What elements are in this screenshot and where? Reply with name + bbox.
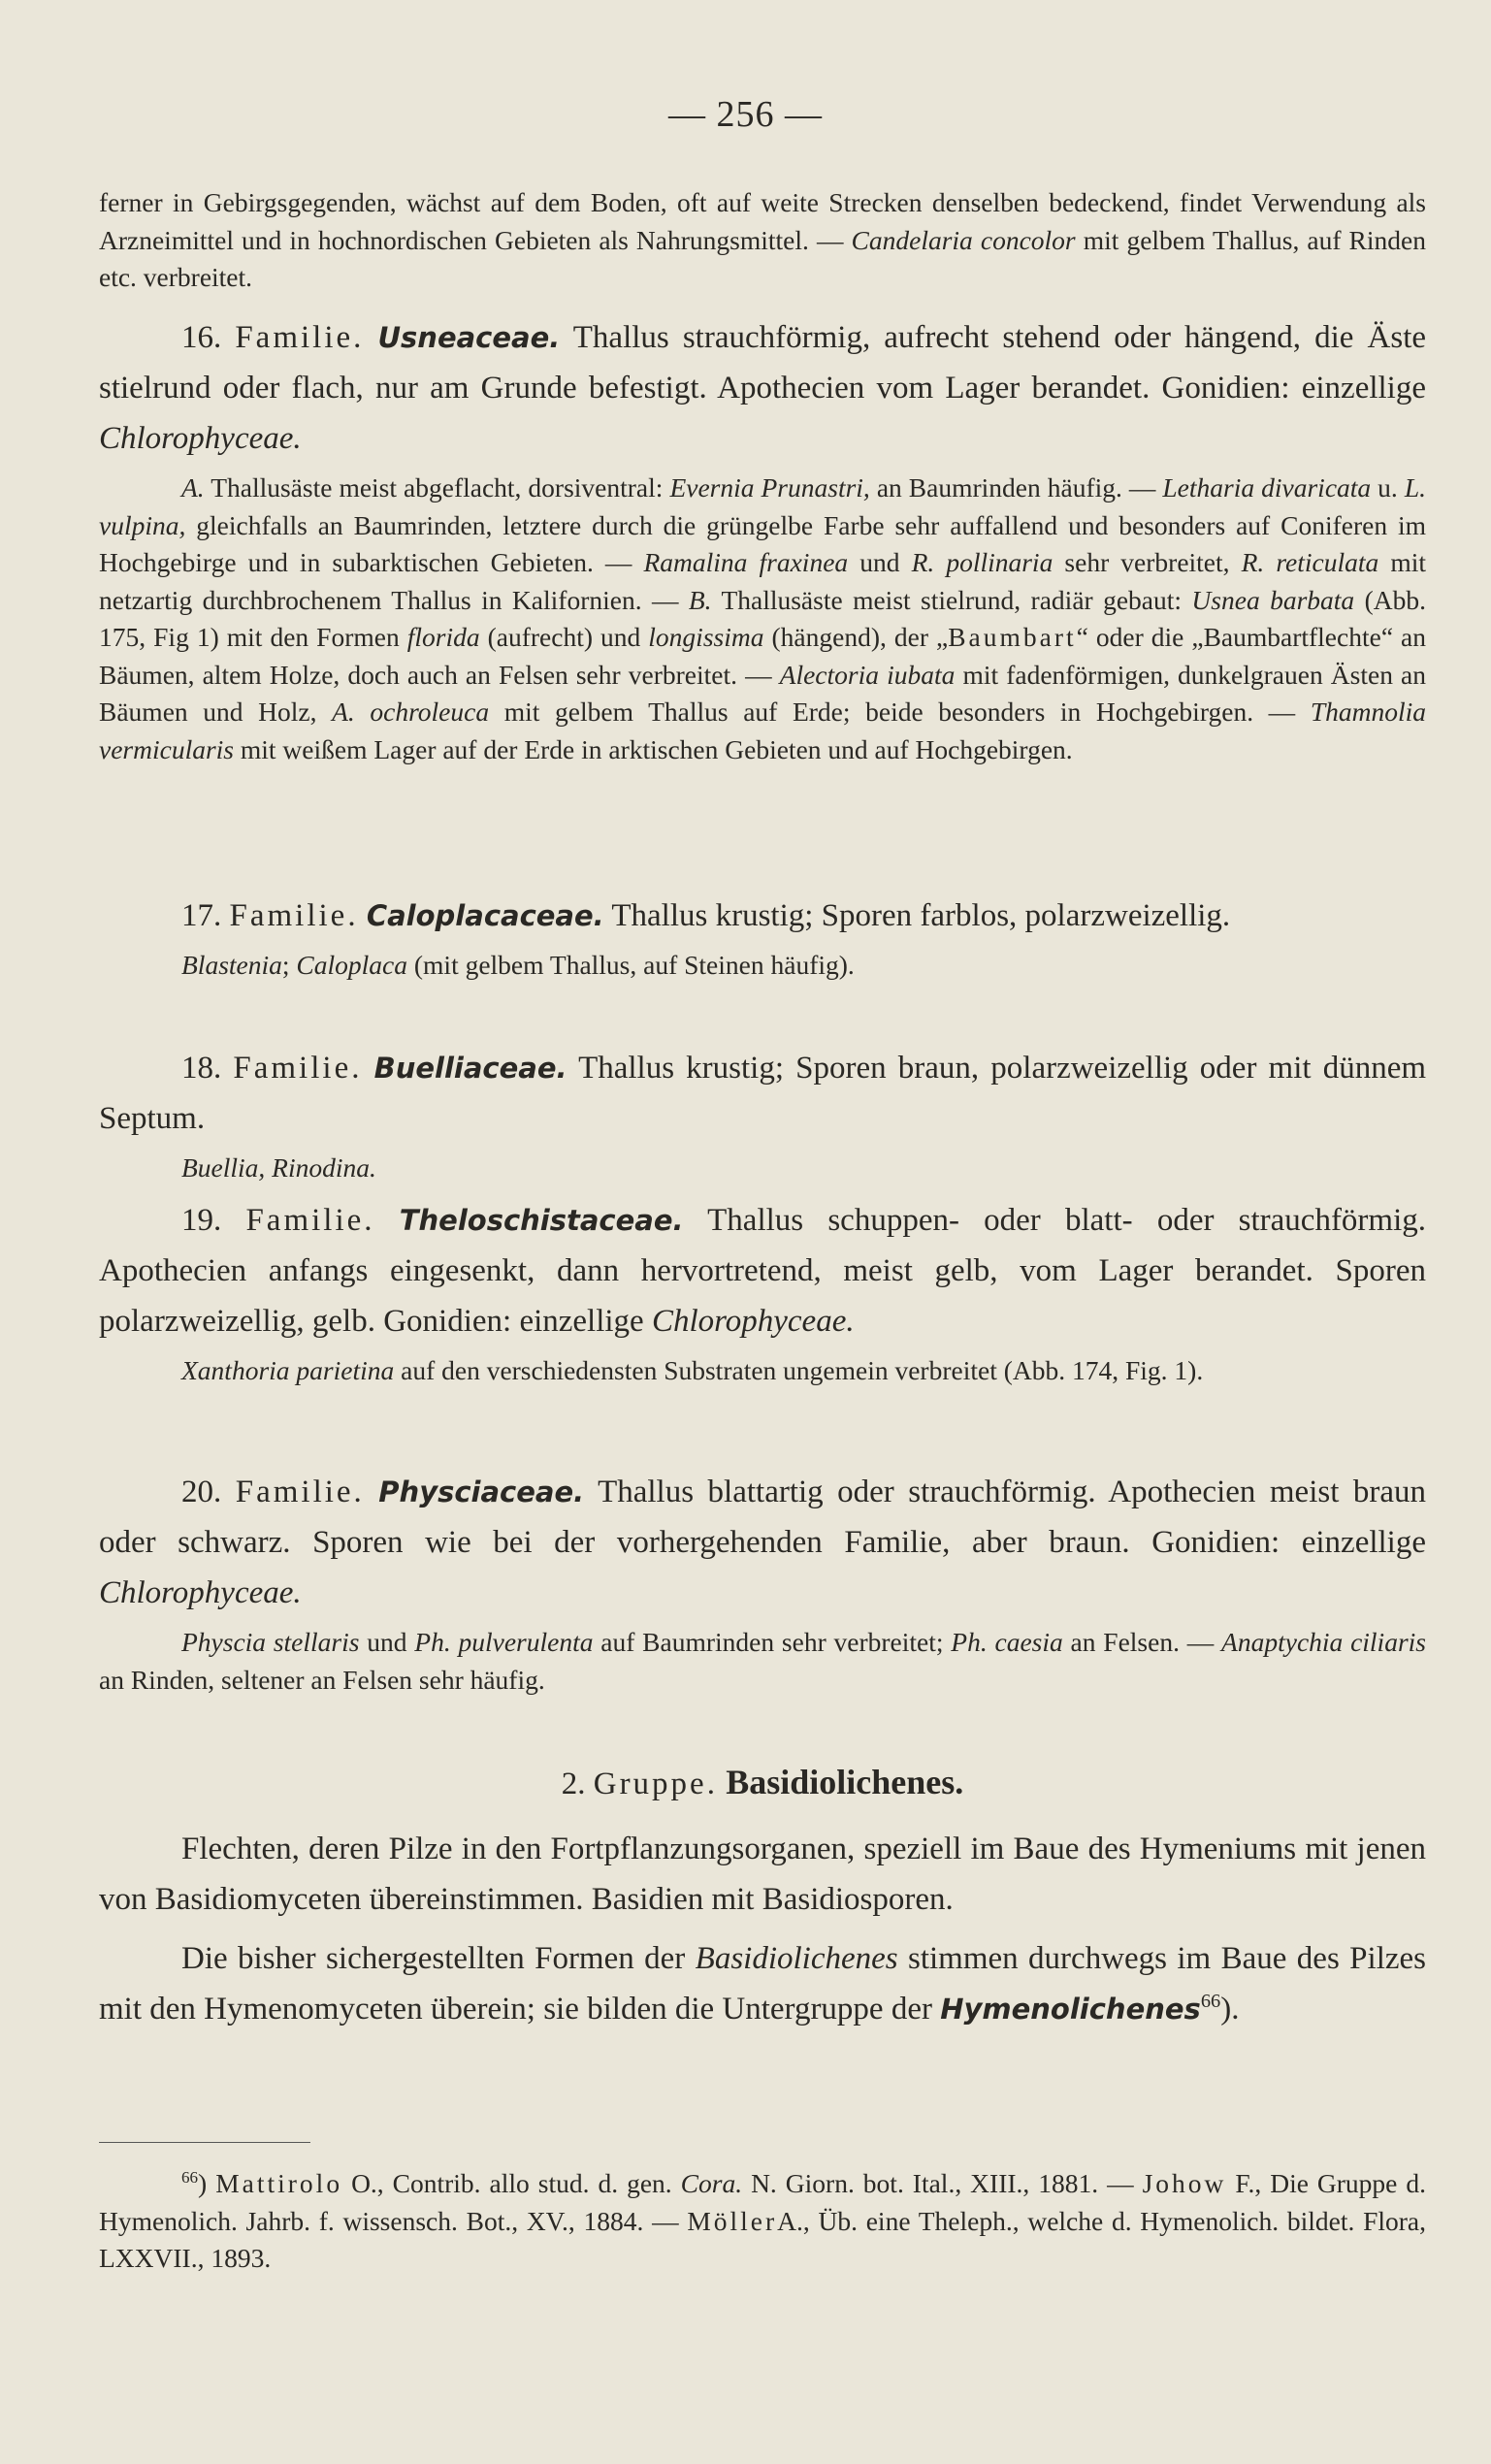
family-16-section — [99, 312, 1426, 768]
group-2-description: Flechten, deren Pilze in den Fortpflanzungsorganen, speziell im Baue des Hymeniums mit jenen von Basidiomyceten übereinstimmen. Basidien mit Basidiosporen. Die bisher sichergestellten Formen der Basidiolichenes stimmen durchwegs im Baue des Pilzes mit den Hymenomyceten überein; sie bilden die Untergruppe der Hymenolichenes$^{66}$). — [99, 1832, 1426, 2026]
footnote: $^{66}$) Mattirolo O., Contrib. allo stud. d. gen. Cora. N. Giorn. bot. Ital., XIII., 1881. — Johow F., Die Gruppe d. Hymenolich. Jahrb. f. wissensch. Bot., XV., 1884. — MöllerA., Üb. eine Theleph., welche d. Hymenolich. bildet. Flora, LXXVII., 1893. — [99, 2167, 1426, 2273]
family-name: Buelliaceae. — [373, 1052, 567, 1085]
family-16-examples: A. Thallusäste meist abgeflacht, dorsiventral: Evernia Prunastri, an Baumrinden häufig. — Letharia divaricata u. L. vulpina, gleichfalls an Baumrinden, letztere durch die grüngelbe Farbe sehr auffallend und besonders auf Coniferen im Hochgebirge und in subarktischen Gebieten. — Ramalina fraxinea und R. pollinaria sehr verbreitet, R. reticulata mit netzartig durchbrochenem Thallus in Kalifornien. — B. Thallusäste meist stielrund, radiär gebaut: Usnea barbata (Abb. 175, Fig 1) mit den Formen florida (aufrecht) und longissima (hängend), der „Baumbart“ oder die „Baumbartflechte“ an Bäumen, altem Holze, doch auch an Felsen sehr verbreitet. — Alectoria iubata mit fadenförmigen, dunkelgrauen Ästen an Bäumen und Holz, A. ochroleuca mit gelbem Thallus auf Erde; beide besonders in Hochgebirgen. — Thamnolia vermicularis mit weißem Lager auf der Erde in arktischen Gebieten und auf Hochgebirgen. — [99, 472, 1427, 764]
family-name: Theloschistaceae. — [399, 1204, 684, 1237]
family-17-heading: 17. Familie. Caloplacaceae. Thallus krustig; Sporen farblos, polarzweizellig. — [181, 898, 1231, 933]
family-17-section — [99, 891, 1426, 985]
family-19-heading: 19. Familie. Theloschistaceae. Thallus schuppen- oder blatt- oder strauchförmig. Apothecien anfangs eingesenkt, dann hervortretend, meist gelb, vom Lager berandet. Sporen polarzweizellig, gelb. Gonidien: einzellige Chlorophyceae. — [99, 1203, 1427, 1339]
group-2-heading: 2. Gruppe. Basidiolichenes. — [561, 1763, 964, 1801]
family-18-heading: 18. Familie. Buelliaceae. Thallus krustig; Sporen braun, polarzweizellig oder mit dünnem Septum. — [99, 1051, 1427, 1136]
family-20-section — [99, 1467, 1426, 1699]
family-18-section — [99, 1043, 1426, 1187]
continuation-paragraph: ferner in Gebirgsgegenden, wächst auf dem Boden, oft auf weite Strecken denselben bedeckend, findet Verwendung als Arzneimittel und in hochnordischen Gebieten als Nahrungsmittel. — Candelaria concolor mit gelbem Thallus, auf Rinden etc. verbreitet. — [99, 187, 1427, 292]
family-20-examples: Physcia stellaris und Ph. pulverulenta auf Baumrinden sehr verbreitet; Ph. caesia an Felsen. — Anaptychia ciliaris an Rinden, seltener an Felsen sehr häufig. — [99, 1627, 1426, 1695]
family-name: Physciaceae. — [378, 1475, 585, 1508]
family-18-examples: Buellia, Rinodina. — [181, 1152, 376, 1183]
family-19-section — [99, 1195, 1426, 1390]
family-name: Caloplacaceae. — [366, 899, 604, 932]
footnote-rule — [99, 2142, 310, 2143]
family-20-heading: 20. Familie. Physciaceae. Thallus blattartig oder strauchförmig. Apothecien meist braun oder schwarz. Sporen wie bei der vorhergehenden Familie, aber braun. Gonidien: einzellige Chlorophyceae. — [99, 1475, 1426, 1610]
family-19-examples: Xanthoria parietina auf den verschiedensten Substraten ungemein verbreitet (Abb. 174, Fig. 1). — [181, 1355, 1204, 1385]
family-17-examples: Blastenia; Caloplaca (mit gelbem Thallus, auf Steinen häufig). — [181, 950, 855, 980]
page-number: — 256 — — [668, 94, 823, 135]
family-name: Usneaceae. — [377, 321, 561, 354]
family-16-heading: 16. Familie. Usneaceae. Thallus strauchförmig, aufrecht stehend oder hängend, die Äste stielrund oder flach, nur am Grunde befestigt. Apothecien vom Lager berandet. Gonidien: einzellige Chlorophyceae. — [99, 320, 1427, 456]
